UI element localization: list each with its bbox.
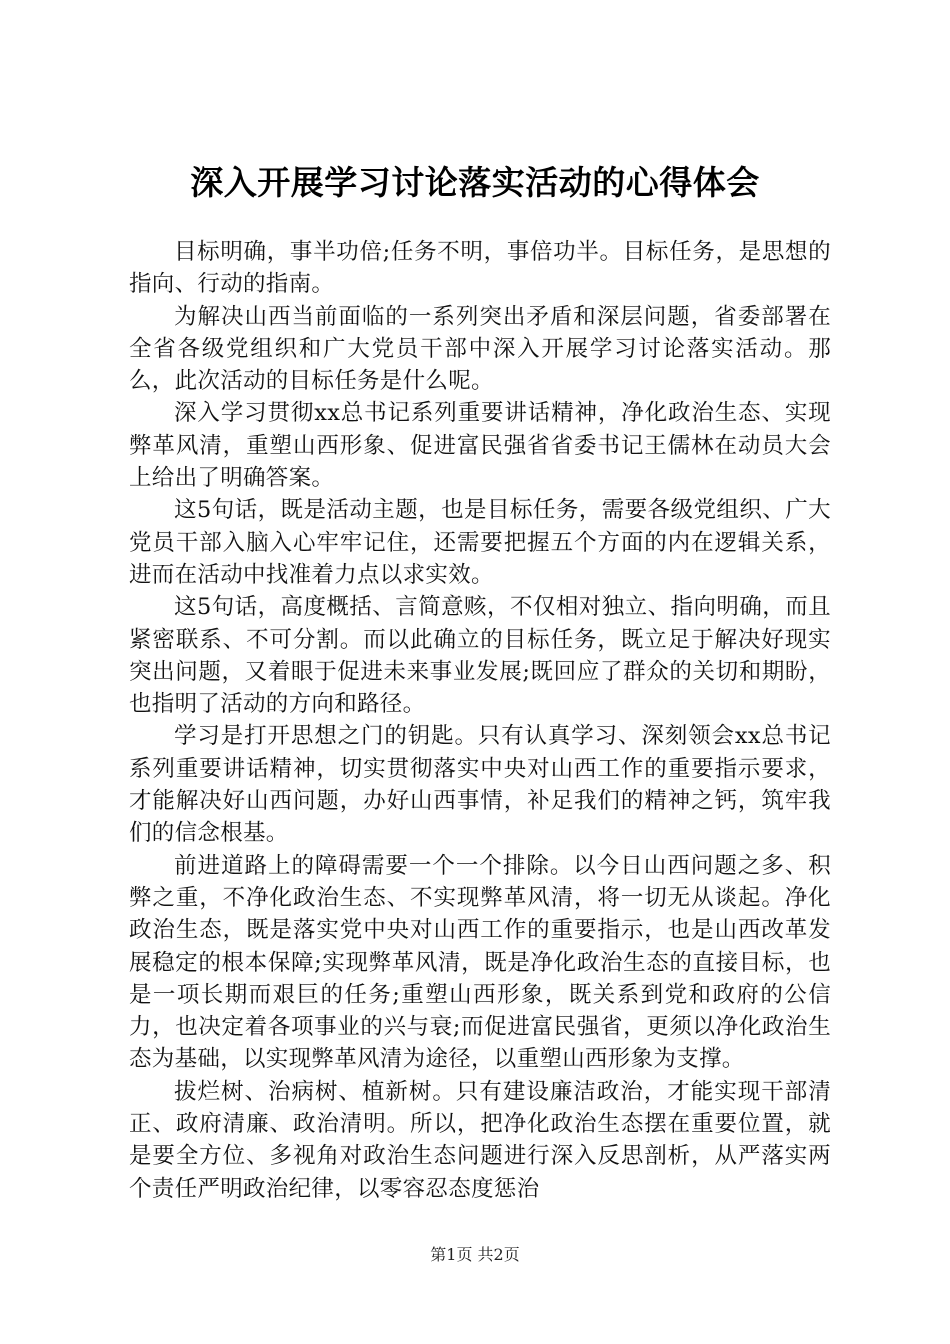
paragraph: 学习是打开思想之门的钥匙。只有认真学习、深刻领会xx总书记系列重要讲话精神，切实贯彻落实中央对山西工作的重要指示要求，才能解决好山西问题，办好山西事情，补足我们的精神之钙，筑牢我们的信念根基。 bbox=[129, 723, 831, 847]
paragraph: 前进道路上的障碍需要一个一个排除。以今日山西问题之多、积弊之重，不净化政治生态、不实现弊革风清，将一切无从谈起。净化政治生态，既是落实党中央对山西工作的重要指示，也是山西改革发展稳定的根本保障;实现弊革风清，既是净化政治生态的直接目标，也是一项长期而艰巨的任务;重塑山西形象，既关系到党和政府的公信力，也决定着各项事业的兴与衰;而促进富民强省，更须以净化政治生态为基础，以实现弊革风清为途径，以重塑山西形象为支撑。 bbox=[129, 852, 831, 1073]
paragraph: 拔烂树、治病树、植新树。只有建设廉洁政治，才能实现干部清正、政府清廉、政治清明。所以，把净化政治生态摆在重要位置，就是要全方位、多视角对政治生态问题进行深入反思剖析，从严落实两个责任严明政治纪律，以零容忍态度惩治 bbox=[129, 1078, 831, 1202]
document-title: 深入开展学习讨论落实活动的心得体会 bbox=[190, 163, 760, 202]
paragraph: 目标明确，事半功倍;任务不明，事倍功半。目标任务，是思想的指向、行动的指南。 bbox=[129, 239, 831, 298]
paragraph: 这5句话，既是活动主题，也是目标任务，需要各级党组织、广大党员干部入脑入心牢牢记住，还需要把握五个方面的内在逻辑关系，进而在活动中找准着力点以求实效。 bbox=[129, 497, 831, 588]
document-body bbox=[129, 236, 831, 1205]
page-footer: 第1页 共2页 bbox=[430, 1245, 520, 1264]
paragraph: 为解决山西当前面临的一系列突出矛盾和深层问题，省委部署在全省各级党组织和广大党员干部中深入开展学习讨论落实活动。那么，此次活动的目标任务是什么呢。 bbox=[129, 303, 831, 395]
paragraph: 这5句话，高度概括、言简意赅，不仅相对独立、指向明确，而且紧密联系、不可分割。而以此确立的目标任务，既立足于解决好现实突出问题，又着眼于促进未来事业发展;既回应了群众的关切和期盼，也指明了活动的方向和路径。 bbox=[129, 594, 831, 718]
paragraph: 深入学习贯彻xx总书记系列重要讲话精神，净化政治生态、实现弊革风清，重塑山西形象、促进富民强省省委书记王儒林在动员大会上给出了明确答案。 bbox=[129, 400, 831, 492]
